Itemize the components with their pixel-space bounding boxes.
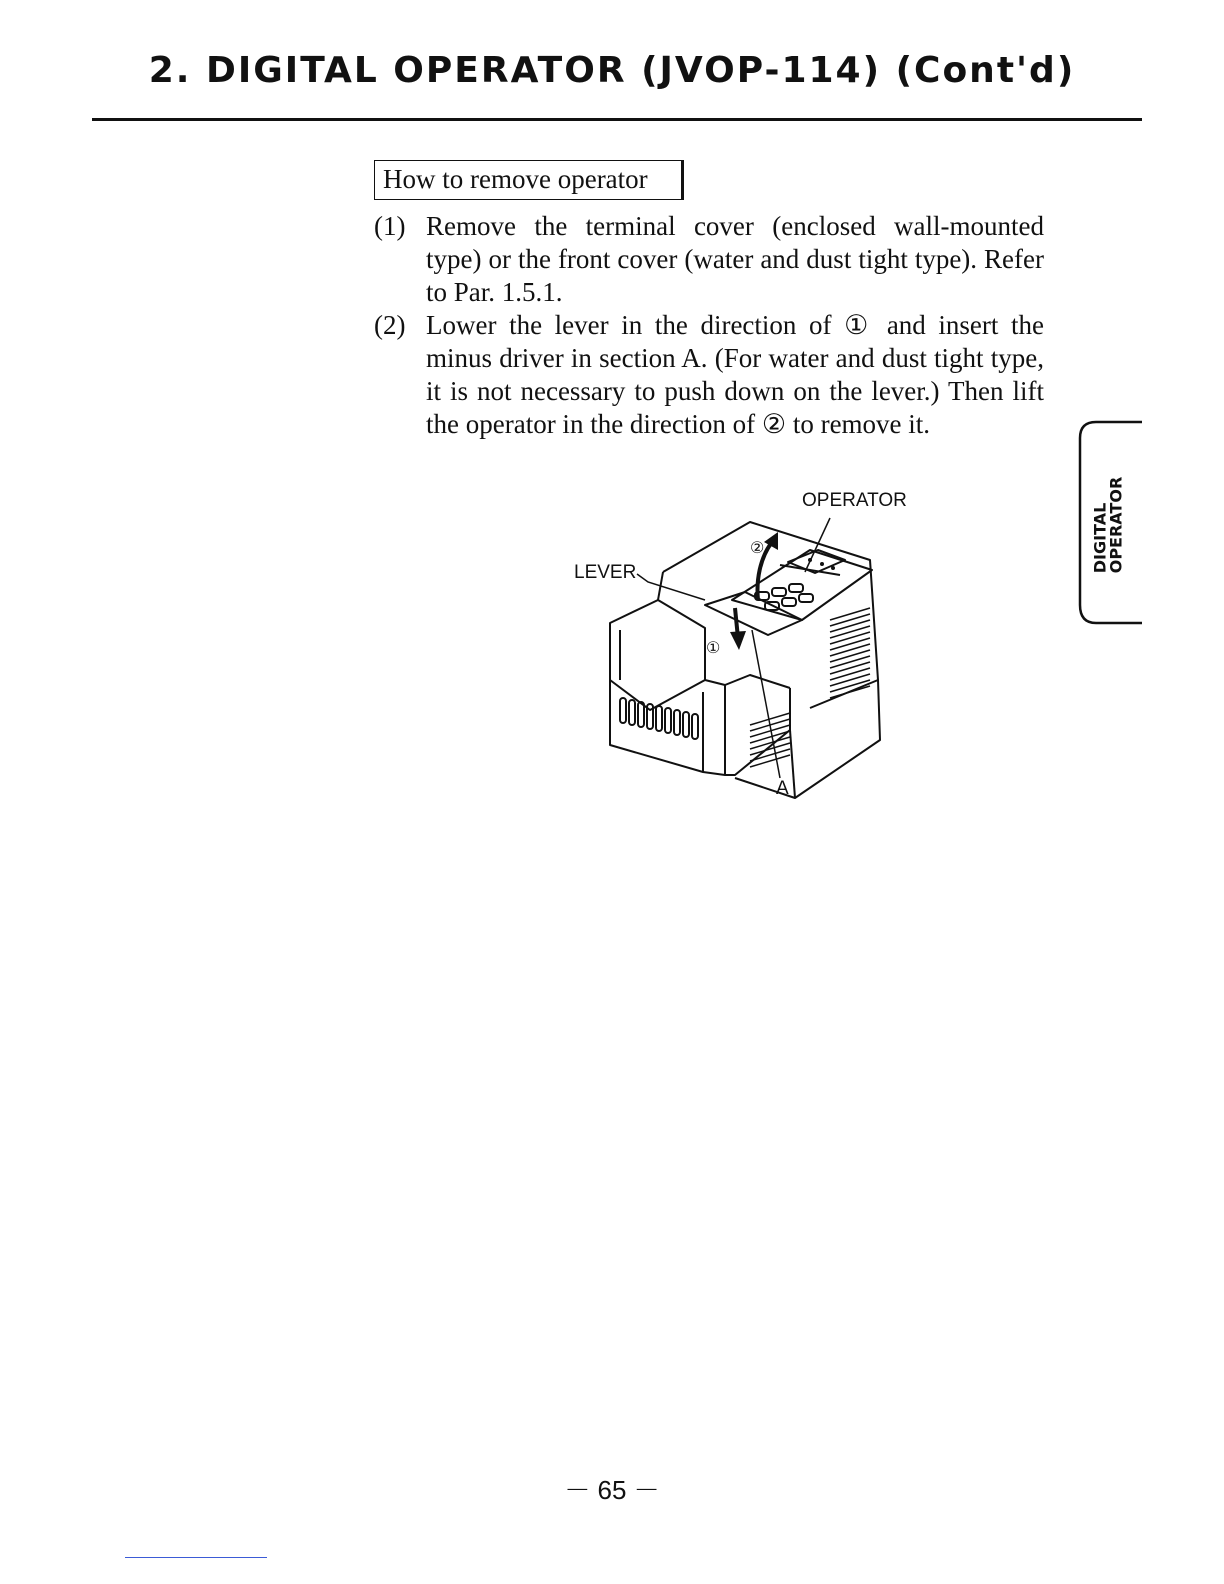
page-title: 2. DIGITAL OPERATOR (JVOP-114) (Cont'd) [148, 50, 1076, 91]
operator-removal-figure [540, 480, 960, 810]
instruction-step [374, 210, 1044, 309]
direction-2-marker: ② [750, 540, 765, 557]
title-divider [92, 118, 1142, 121]
side-tab-line-1: DIGITAL [1090, 502, 1109, 574]
footer-divider [125, 1557, 267, 1558]
section-label: How to remove operator [374, 160, 684, 200]
step-number: (2) [374, 310, 406, 340]
step-text: Remove the terminal cover (enclosed wall-mounted type) or the front cover (water and dust tight type). Refer to Par. 1.5.1. [426, 211, 1044, 307]
direction-1-marker: ① [706, 640, 721, 657]
lever-label: LEVER [574, 562, 637, 583]
page-number: － 65 － [564, 1475, 660, 1505]
section-a-label: A [776, 778, 789, 799]
operator-label: OPERATOR [802, 490, 907, 511]
step-text: Lower the lever in the direction of ① and insert the minus driver in section A. (For water and dust tight type, it is not necessary to push down on the lever.) Then lift the operator in the direction of ② to remove it. [426, 310, 1044, 439]
inverter-drawing [540, 480, 960, 810]
instruction-step [374, 309, 1044, 441]
section-side-tab [1072, 420, 1142, 625]
step-number: (1) [374, 211, 406, 241]
side-tab-line-2: OPERATOR [1106, 476, 1125, 574]
instruction-list [374, 210, 1044, 441]
